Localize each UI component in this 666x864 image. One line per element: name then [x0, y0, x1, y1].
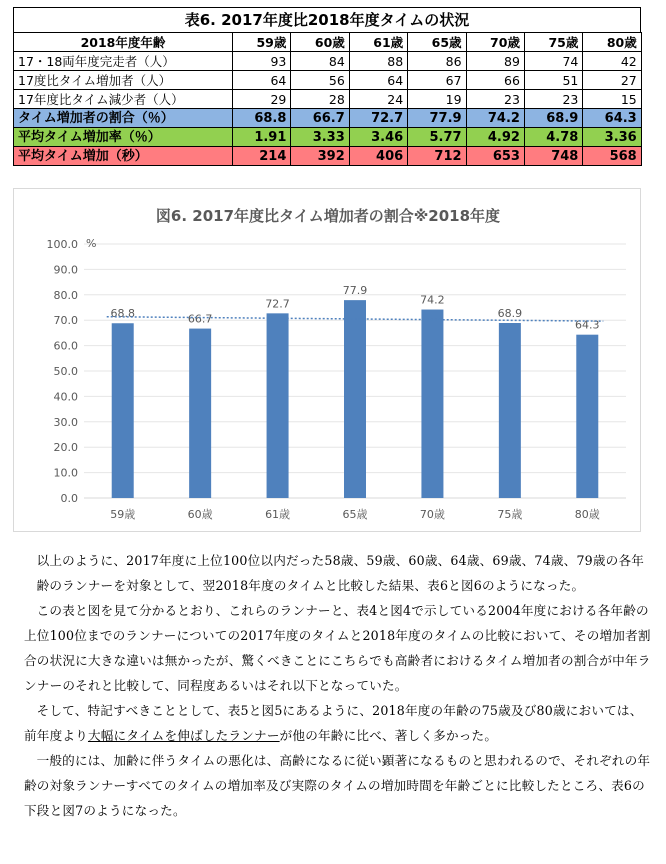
row-label: 平均タイム増加率（％）: [14, 128, 233, 147]
stats-table-block: [13, 7, 641, 166]
x-tick-label: 75歳: [497, 508, 523, 521]
cell: 748: [524, 147, 582, 166]
cell: 214: [233, 147, 291, 166]
cell: 93: [233, 52, 291, 71]
y-tick-label: 70.0: [53, 314, 78, 328]
y-tick-label: 60.0: [53, 339, 78, 353]
paragraph-text: そして、特記すべきこととして、表5と図5にあるように、2018年度の年齢の75歳及び80歳においては、前年度より: [24, 703, 643, 743]
table-row-avg-increase-seconds: [14, 147, 642, 166]
cell: 24: [349, 90, 407, 109]
chart-title: 図6. 2017年度比タイム増加者の割合※2018年度: [155, 207, 501, 225]
row-label: タイム増加者の割合（％）: [14, 109, 233, 128]
header-age: 59歳: [233, 33, 291, 52]
cell: 66: [466, 71, 524, 90]
bar: [576, 335, 598, 498]
paragraph-text: が他の年齢に比べ、著しく多かった。: [279, 728, 498, 743]
header-age: 70歳: [466, 33, 524, 52]
cell: 56: [291, 71, 349, 90]
cell: 23: [466, 90, 524, 109]
table-row-finishers: [14, 52, 642, 71]
paragraph: 以上のように、2017年度に上位100位以内だった58歳、59歳、60歳、64歳、69歳、74歳、79歳の各年齢のランナーを対象として、翌2018年度のタイムと比較した結果、表6と図6のようになった。: [36, 553, 645, 593]
cell: 88: [349, 52, 407, 71]
cell: 1.91: [233, 128, 291, 147]
bar: [344, 300, 366, 498]
y-tick-label: 100.0: [46, 238, 78, 251]
stats-table: [13, 32, 642, 166]
data-label: 77.9: [342, 284, 368, 298]
header-age: 75歳: [524, 33, 582, 52]
cell: 19: [408, 90, 466, 109]
cell: 68.9: [524, 109, 582, 128]
cell: 74: [524, 52, 582, 71]
chart-bars: [112, 300, 599, 498]
data-label: 68.8: [110, 307, 135, 321]
cell: 64: [349, 71, 407, 90]
y-tick-label: 50.0: [53, 365, 78, 378]
bar: [189, 329, 211, 498]
row-label: 17年度比タイム減少者（人）: [14, 90, 233, 109]
y-tick-label: 30.0: [53, 415, 78, 429]
x-tick-label: 80歳: [574, 508, 600, 521]
header-age: 60歳: [291, 33, 349, 52]
cell: 66.7: [291, 109, 349, 128]
x-tick-label: 65歳: [342, 508, 368, 521]
table-row-avg-increase-rate: [14, 128, 642, 147]
cell: 51: [524, 71, 582, 90]
paragraph: [24, 698, 654, 748]
header-age: 80歳: [583, 33, 641, 52]
row-label: 17・18両年度完走者（人）: [14, 52, 233, 71]
y-tick-label: 40.0: [53, 390, 78, 404]
cell: 84: [291, 52, 349, 71]
cell: 23: [524, 90, 582, 109]
cell: 3.46: [349, 128, 407, 147]
bar-chart-panel: [13, 188, 641, 532]
cell: 29: [233, 90, 291, 109]
bar: [499, 323, 521, 498]
cell: 28: [291, 90, 349, 109]
y-tick-label: 0.0: [60, 492, 78, 505]
paragraph: 一般的には、加齢に伴うタイムの悪化は、高齢になるに従い顕著になるものと思われるので、それぞれの年齢の対象ランナーすべてのタイムの増加率及び実際のタイムの増加時間を年齢ごとに比較したところ、表6の下段と図7のようになった。: [24, 753, 651, 818]
table-row-decrease-count: [14, 90, 642, 109]
x-tick-label: 60歳: [187, 508, 213, 521]
cell: 4.78: [524, 128, 582, 147]
cell: 4.92: [466, 128, 524, 147]
cell: 15: [583, 90, 641, 109]
table-row-increase-ratio: [14, 109, 642, 128]
row-label: 平均タイム増加（秒）: [14, 147, 233, 166]
table-title: 表6. 2017年度比2018年度タイムの状況: [13, 7, 641, 32]
chart-y-axis: [47, 238, 79, 505]
cell: 89: [466, 52, 524, 71]
cell: 3.36: [583, 128, 641, 147]
y-tick-label: 80.0: [53, 288, 78, 302]
row-label: 17度比タイム増加者（人）: [14, 71, 233, 90]
data-label: 74.2: [420, 293, 445, 307]
data-label: 72.7: [265, 297, 290, 311]
cell: 5.77: [408, 128, 466, 147]
cell: 74.2: [466, 109, 524, 128]
cell: 653: [466, 147, 524, 166]
bar: [112, 323, 134, 498]
bar: [267, 313, 289, 498]
cell: 392: [291, 147, 349, 166]
cell: 64: [233, 71, 291, 90]
cell: 68.8: [233, 109, 291, 128]
bar-chart: [14, 189, 642, 533]
data-label: 68.9: [497, 306, 523, 320]
cell: 77.9: [408, 109, 466, 128]
y-tick-label: 90.0: [53, 263, 78, 277]
bar: [421, 310, 443, 498]
x-tick-label: 61歳: [265, 508, 291, 521]
x-tick-label: 70歳: [419, 508, 445, 521]
header-age: 61歳: [349, 33, 407, 52]
cell: 712: [408, 147, 466, 166]
table-row-increase-count: [14, 71, 642, 90]
paragraph: この表と図を見て分かるとおり、これらのランナーと、表4と図4で示している2004年度における各年齢の上位100位までのランナーについての2017年度のタイムと2018年度のタイムの比較において、その増加者割合の状況に大きな違いは無かったが、驚くべきことにこちらでも高齢者におけるタイム増加者の割合が中年ランナーのそれと比較して、同程度あるいはそれ以下となっていた。: [24, 603, 651, 693]
y-tick-label: 20.0: [53, 441, 78, 455]
data-label: 64.3: [575, 318, 600, 332]
cell: 27: [583, 71, 641, 90]
data-label: 66.7: [187, 312, 213, 326]
header-age: 65歳: [408, 33, 466, 52]
cell: 406: [349, 147, 407, 166]
cell: 42: [583, 52, 641, 71]
x-tick-label: 59歳: [110, 508, 136, 521]
cell: 64.3: [583, 109, 641, 128]
cell: 86: [408, 52, 466, 71]
cell: 568: [583, 147, 641, 166]
body-text: [24, 548, 654, 823]
cell: 72.7: [349, 109, 407, 128]
y-axis-unit: %: [86, 237, 97, 250]
table-header-row: [14, 33, 642, 52]
underlined-phrase: 大幅にタイムを伸ばしたランナー: [87, 728, 280, 743]
header-label: 2018年度年齢: [14, 33, 233, 52]
y-tick-label: 10.0: [53, 466, 78, 480]
cell: 67: [408, 71, 466, 90]
chart-x-axis: [110, 507, 600, 521]
cell: 3.33: [291, 128, 349, 147]
